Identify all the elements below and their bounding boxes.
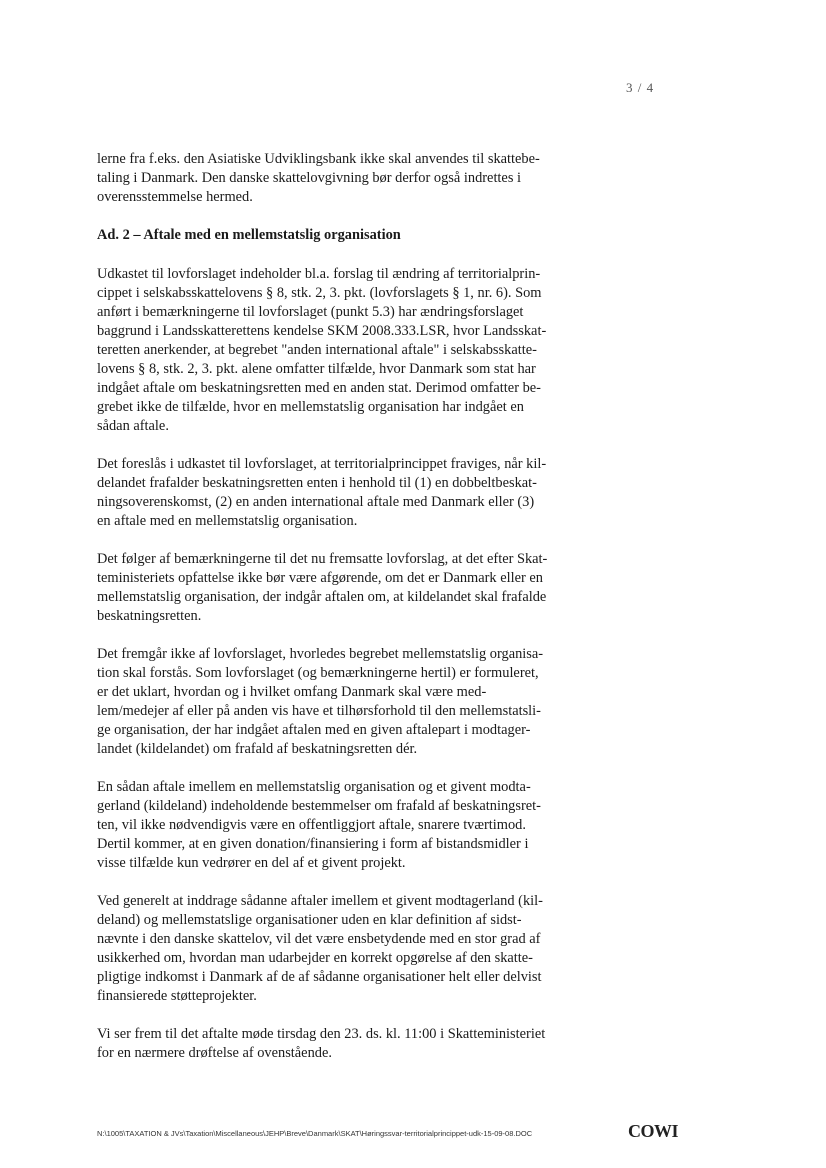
text-line: Det fremgår ikke af lovforslaget, hvorledes begrebet mellemstatslig organisa- [97,646,544,662]
text-line: delandet frafalder beskatningsretten enten i henhold til (1) en dobbeltbeskat- [97,475,537,491]
text-line: er det uklart, hvordan og i hvilket omfang Danmark skal være med- [97,684,487,700]
text-line: teretten anerkender, at begrebet "anden international aftale" i selskabsskatte- [97,342,537,358]
text-line: overensstemmelse hermed. [97,189,253,205]
text-line: usikkerhed om, hvordan man udarbejder en korrekt opgørelse af den skatte- [97,950,533,966]
page-number: 3 / 4 [626,80,655,95]
cowi-logo: COWI [628,1121,679,1141]
body-paragraph-3 [97,550,597,626]
text-line: Det følger af bemærkningerne til det nu fremsatte lovforslag, at det efter Skat- [97,551,548,567]
text-line: pligtige indkomst i Danmark af de af sådanne organisationer helt eller delvist [97,969,542,985]
footer-file-path: N:\1005\TAXATION & JVs\Taxation\Miscellaneous\JEHP\Breve\Danmark\SKAT\Høringssvar-territorialprincippet-udk-15-09-08.DOC [97,1129,533,1138]
body-paragraph-4 [97,645,597,759]
section-heading: Ad. 2 – Aftale med en mellemstatslig organisation [97,227,401,243]
text-line: Dertil kommer, at en given donation/finansiering i form af bistandsmidler i [97,836,529,852]
text-line: Det foreslås i udkastet til lovforslaget, at territorialprincippet fraviges, når kil- [97,456,547,472]
text-line: lovens § 8, stk. 2, 3. pkt. alene omfatter tilfælde, hvor Danmark som stat har [97,361,536,377]
text-line: grebet ikke de tilfælde, hvor en mellemstatslig organisation har indgået en [97,399,524,415]
text-line: teministeriets opfattelse ikke bør være afgørende, om det er Danmark eller en [97,570,543,586]
text-line: cippet i selskabsskattelovens § 8, stk. 2, 3. pkt. (lovforslagets § 1, nr. 6). Som [97,285,542,301]
text-line: Ved generelt at inddrage sådanne aftaler imellem et givent modtagerland (kil- [97,893,543,909]
text-line: mellemstatslig organisation, der indgår aftalen om, at kildelandet skal frafalde [97,589,547,605]
text-line: Vi ser frem til det aftalte møde tirsdag den 23. ds. kl. 11:00 i Skatteministeriet [97,1026,546,1042]
text-line: lem/medejer af eller på anden vis have et tilhørsforhold til den mellemstatsli- [97,703,541,719]
body-paragraph-1 [97,265,597,436]
text-line: en aftale med en mellemstatslig organisation. [97,513,358,529]
text-line: for en nærmere drøftelse af ovenstående. [97,1045,332,1061]
text-line: En sådan aftale imellem en mellemstatslig organisation og et givent modta- [97,779,531,795]
text-line: Udkastet til lovforslaget indeholder bl.a. forslag til ændring af territorialprin- [97,266,541,282]
intro-paragraph [97,150,597,207]
text-line: ge organisation, der har indgået aftalen med en given aftalepart i modtager- [97,722,531,738]
closing-paragraph [97,1025,597,1063]
body-paragraph-6 [97,892,597,1006]
text-line: baggrund i Landsskatterettens kendelse SKM 2008.333.LSR, hvor Landsskat- [97,323,547,339]
text-line: gerland (kildeland) indeholdende bestemmelser om frafald af beskatningsret- [97,798,541,814]
text-line: deland) og mellemstatslige organisationer uden en klar definition af sidst- [97,912,522,928]
body-paragraph-5 [97,778,597,873]
text-line: lerne fra f.eks. den Asiatiske Udviklingsbank ikke skal anvendes til skattebe- [97,151,540,167]
text-line: ten, vil ikke nødvendigvis være en offentliggjort aftale, snarere tværtimod. [97,817,526,833]
body-paragraph-2 [97,455,597,531]
text-line: sådan aftale. [97,418,169,434]
text-line: beskatningsretten. [97,608,202,624]
text-line: ningsoverenskomst, (2) en anden international aftale med Danmark eller (3) [97,494,535,510]
text-line: anført i bemærkningerne til lovforslaget (punkt 5.3) har ændringsforslaget [97,304,524,320]
text-line: tion skal forstås. Som lovforslaget (og bemærkningerne hertil) er formuleret, [97,665,539,681]
text-line: visse tilfælde kun vedrører en del af et givent projekt. [97,855,406,871]
text-line: finansierede støtteprojekter. [97,988,257,1004]
text-line: landet (kildelandet) om frafald af beskatningsretten dér. [97,741,418,757]
text-line: taling i Danmark. Den danske skattelovgivning bør derfor også indrettes i [97,170,522,186]
text-line: indgået aftale om beskatningsretten med en anden stat. Derimod omfatter be- [97,380,541,396]
text-line: nævnte i den danske skattelov, vil det være ensbetydende med en stor grad af [97,931,541,947]
document-body [97,150,597,1082]
